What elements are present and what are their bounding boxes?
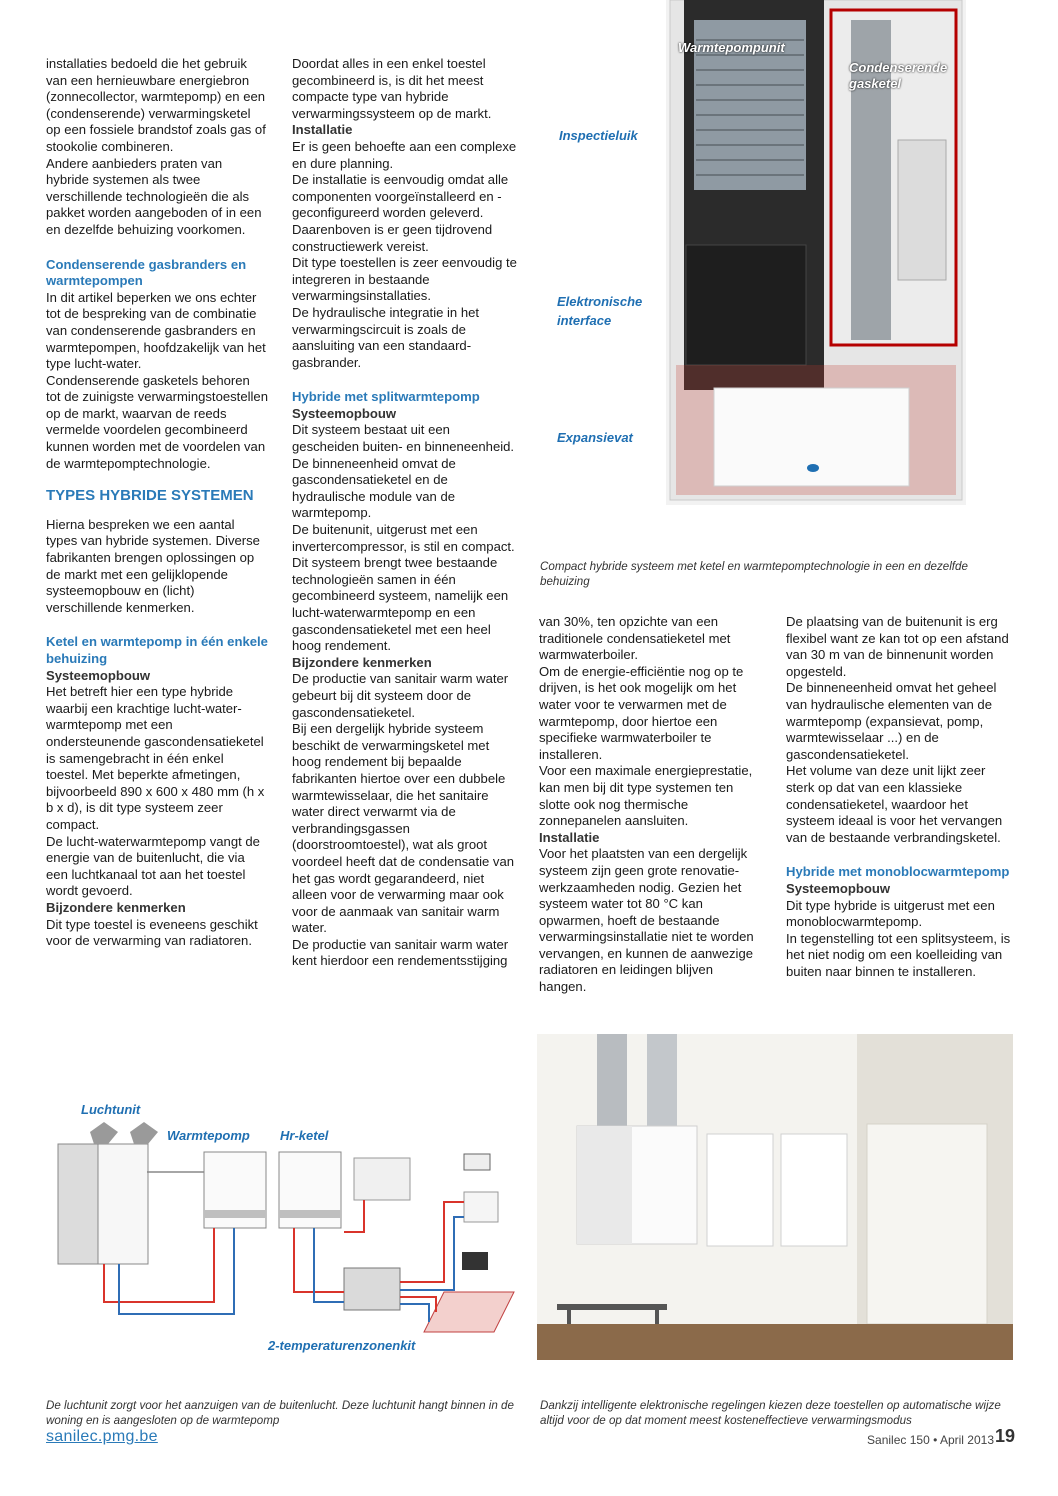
paragraph: van 30%, ten opzichte van een traditionele condensatieketel met warmwaterboiler. bbox=[539, 614, 731, 663]
label-expansievat: Expansievat bbox=[557, 430, 633, 445]
diagram-caption: De luchtunit zorgt voor het aanzuigen van de buitenlucht. Deze luchtunit hangt binnen in de woning en is aangesloten op de warmtepomp bbox=[46, 1399, 514, 1427]
subheading: Installatie bbox=[292, 122, 353, 138]
column-4 bbox=[786, 614, 1014, 980]
section-heading-main: TYPES HYBRIDE SYSTEMEN bbox=[46, 487, 254, 505]
label-zonekit: 2-temperaturenzonenkit bbox=[268, 1338, 416, 1353]
subheading: Bijzondere kenmerken bbox=[292, 654, 432, 670]
paragraph: Dit type toestel is eveneens geschikt voor de verwarming van radiatoren. bbox=[46, 916, 258, 949]
paragraph: Hierna bespreken we een aantal types van hybride systemen. Diverse fabrikanten brengen oplossingen op de markt met een gelijklopende systeemopbouw en (licht) verschillende kenmerken. bbox=[46, 516, 260, 615]
label-warmtepomp: Warmtepomp bbox=[167, 1128, 250, 1143]
paragraph: Het volume van deze unit lijkt zeer sterk op dat van een klassieke condensatieketel, waardoor het systeem ideaal is voor het vervangen van de bestaande verbrandingsketel. bbox=[786, 763, 1003, 845]
paragraph: De binneneenheid omvat het geheel van hydraulische elementen van de warmtepomp (expansievat, pomp, warmtewisselaar ...) en de gascondensatieketel. bbox=[786, 680, 997, 762]
paragraph: Andere aanbieders praten van hybride systemen als twee verschillende technologieën die als pakket worden aangeboden of in een en dezelfde behuizing voorkomen. bbox=[46, 155, 262, 237]
section-heading: Condenserende gasbranders en warmtepompen bbox=[46, 256, 247, 289]
paragraph: installaties bedoeld die het gebruik van een hernieuwbare energiebron (zonnecollector, warmtepomp) en een (condenserende) verwarmingsketel op een fossiele brandstof zoals gas of stookolie combineren. bbox=[46, 56, 266, 154]
paragraph: Het betreft hier een type hybride waarbij een krachtige lucht-water-warmtepomp met een ondersteunende gascondensatieketel is samengebracht in één enkel toestel. Met beperkte afmetingen, bijvoorbeeld 890 x 600 x 480 mm (h x b x d), is dit type systeem zeer compact. bbox=[46, 684, 265, 832]
paragraph: Dit systeem bestaat uit een gescheiden buiten- en binneneenheid. De binneneenheid omvat de gascondensatieketel en de hydraulische module van de warmtepomp. bbox=[292, 422, 515, 521]
section-heading: Ketel en warmtepomp in één enkele behuizing bbox=[46, 634, 268, 666]
paragraph: De lucht-waterwarmtepomp vangt de energie van de buitenlucht, die via een luchtkanaal tot aan het toestel wordt gevoerd. bbox=[46, 833, 260, 899]
paragraph: De plaatsing van de buitenunit is erg flexibel want ze kan tot op een afstand van 30 m van de binnenunit worden opgesteld. bbox=[786, 614, 1009, 679]
label-inspectieluik: Inspectieluik bbox=[559, 128, 638, 143]
label-hrketel: Hr-ketel bbox=[280, 1128, 329, 1143]
subheading: Systeemopbouw bbox=[786, 880, 891, 896]
subheading: Bijzondere kenmerken bbox=[46, 899, 186, 915]
label-elektronische-interface: Elektronische interface bbox=[557, 294, 643, 328]
subheading: Systeemopbouw bbox=[292, 405, 397, 421]
paragraph: De productie van sanitair warm water gebeurt bij dit systeem door de gascondensatieketel. bbox=[292, 671, 509, 720]
paragraph: De productie van sanitair warm water kent hierdoor een rendementsstijging bbox=[292, 936, 509, 969]
room-illustration bbox=[537, 1034, 1013, 1360]
section-heading: Hybride met splitwarmtepomp bbox=[292, 389, 480, 405]
label-warmtepompunit: Warmtepompunit bbox=[678, 40, 785, 55]
paragraph: In tegenstelling tot een splitsysteem, is het niet nodig om een koelleiding van buiten naar binnen te installeren. bbox=[786, 930, 1011, 979]
subheading: Systeemopbouw bbox=[46, 667, 151, 683]
label-gasketel: Condenserende gasketel bbox=[849, 60, 948, 91]
figure-caption: Compact hybride systeem met ketel en warmtepomptechnologie in een en dezelfde behuizing bbox=[540, 560, 968, 588]
paragraph: Voor een maximale energieprestatie, kan men bij dit type systemen ten slotte ook nog thermische zonnepanelen aansluiten. bbox=[539, 763, 753, 829]
label-luchtunit: Luchtunit bbox=[81, 1102, 141, 1117]
section-heading: Hybride met monoblocwarmtepomp bbox=[786, 864, 1010, 880]
subheading: Installatie bbox=[539, 829, 600, 845]
column-2 bbox=[292, 56, 520, 970]
photo-caption: Dankzij intelligente elektronische regelingen kiezen deze toestellen op automatische wijze altijd voor de op dat moment meest kosteneffectieve verwarmingsmodus bbox=[540, 1399, 1001, 1427]
paragraph: In dit artikel beperken we ons echter tot de bespreking van de combinatie van condenserende gasbranders en warmtepompen, hoofdzakelijk van het type lucht-water. bbox=[46, 289, 266, 372]
paragraph: Er is geen behoefte aan een complexe en dure planning. bbox=[292, 138, 517, 171]
installation-room-photo bbox=[537, 1034, 1013, 1360]
paragraph: De buitenunit, uitgerust met een invertercompressor, is stil en compact. Dit systeem brengt twee bestaande technologieën samen in één gecombineerd systeem, namelijk een lucht-waterwarmtepomp en een gascondensatieketel met een heel hoog rendement. bbox=[292, 522, 515, 654]
footer-site-link[interactable]: sanilec.pmg.be bbox=[46, 1428, 158, 1445]
paragraph: Voor het plaatsten van een dergelijk systeem zijn geen grote renovatie-werkzaamheden nodig. Gezien het systeem water tot 80 °C kan opwarmen, hoeft de bestaande verwarmingsinstallatie niet te worden vervangen, en kunnen de aanwezige radiatoren en leidingen blijven hangen. bbox=[539, 846, 754, 995]
paragraph: Dit type toestellen is zeer eenvoudig te integreren in bestaande verwarmingsinstallaties. bbox=[292, 255, 517, 304]
paragraph: Bij een dergelijk hybride systeem beschikt de verwarmingsketel met hoog rendement bij bepaalde fabrikanten hiertoe over een dubbele warmtewisselaar, die het sanitaire water direct verwarmt via de verbrandingsgassen (doorstroomtoestel), wat als groot voordeel heeft dat de condensatie van het gas wordt gegarandeerd, niet alleen voor de verwarming maar ook voor de aanmaak van sanitair warm water. bbox=[292, 721, 515, 936]
paragraph: Dit type hybride is uitgerust met een monoblocwarmtepomp. bbox=[786, 897, 995, 930]
paragraph: De hydraulische integratie in het verwarmingscircuit is zoals de aansluiting van een standaard-gasbrander. bbox=[292, 304, 480, 370]
paragraph: Condenserende gasketels behoren tot de zuinigste verwarmingstoestellen op de markt, waarvan de reeds vermelde voordelen gecombineerd kunnen worden met de voordelen van de warmtepomptechnologie. bbox=[46, 372, 268, 471]
paragraph: De installatie is eenvoudig omdat alle componenten voorgeïnstalleerd en -geconfigureerd worden geleverd. Daarenboven is er geen tijdrovend constructiewerk vereist. bbox=[292, 172, 509, 254]
column-1 bbox=[46, 56, 268, 950]
footer-issue: Sanilec 150 • April 2013 bbox=[867, 1433, 994, 1447]
column-3 bbox=[539, 614, 761, 996]
paragraph: Om de energie-efficiëntie nog op te drijven, is het ook mogelijk om het water voor te verwarmen met de warmtepomp, door hiertoe een specifieke warmwaterboiler te installeren. bbox=[539, 663, 744, 762]
paragraph: Doordat alles in een enkel toestel gecombineerd is, is dit het meest compacte type van hybride verwarmingssysteem op de markt. bbox=[292, 56, 492, 121]
page-number: 19 bbox=[994, 1426, 1015, 1446]
